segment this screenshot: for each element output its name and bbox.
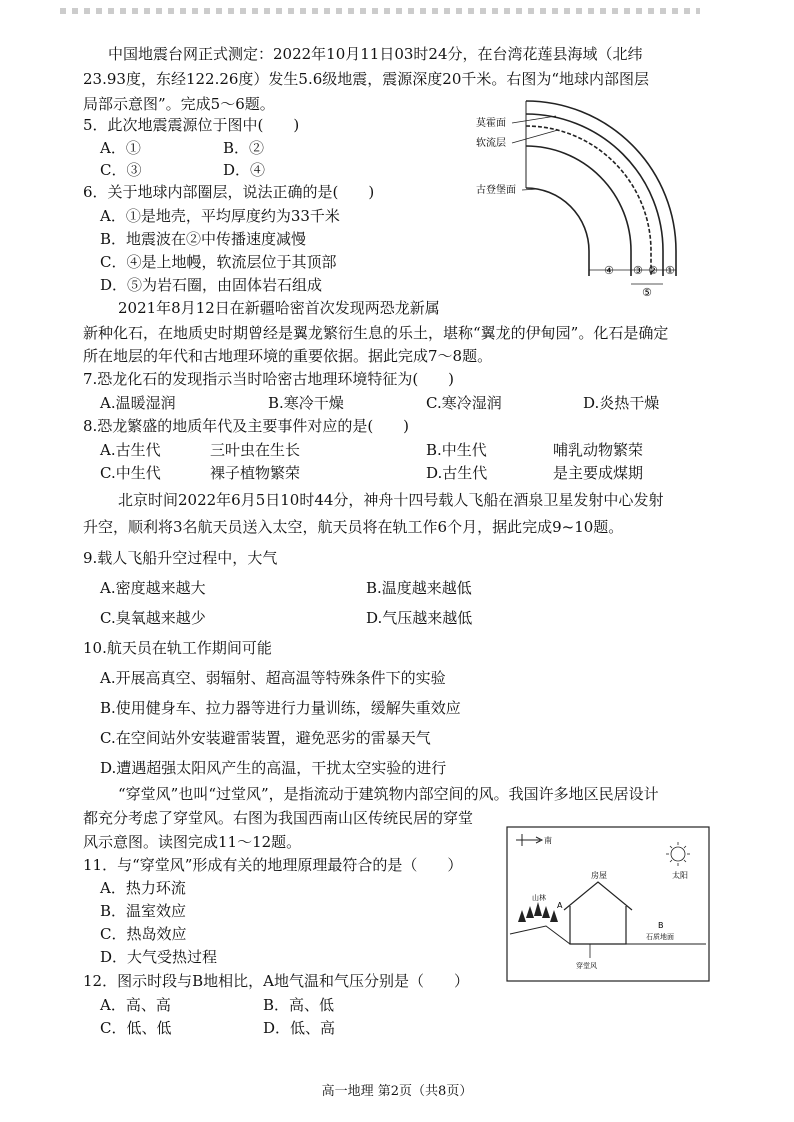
house-label: 房屋 xyxy=(591,871,607,880)
intro3-line2: 升空，顺利将3名航天员送入太空，航天员将在轨工作6个月，据此完成9~10题。 xyxy=(83,518,624,536)
q10-stem: 10.航天员在轨工作期间可能 xyxy=(83,639,272,657)
q8-option-a-event: 三叶虫在生长 xyxy=(210,441,301,459)
q5-option-b: B．② xyxy=(223,139,265,157)
q9-stem: 9.载人飞船升空过程中，大气 xyxy=(83,549,278,567)
earth-layers-diagram xyxy=(476,96,686,301)
intro4-line2: 都充分考虑了穿堂风。右图为我国西南山区传统民居的穿堂 xyxy=(83,809,474,827)
intro4-line1: “穿堂风”也叫“过堂风”，是指流动于建筑物内部空间的风。我国许多地区民居设计 xyxy=(118,785,659,803)
intro1-line2: 23.93度，东经122.26度）发生5.6级地震，震源深度20千米。右图为“地球内部图层 xyxy=(83,70,650,88)
q11-option-a: A．热力环流 xyxy=(100,879,186,897)
intro2-line3: 所在地层的年代和古地理环境的重要依据。据此完成7～8题。 xyxy=(83,347,493,365)
ground-label: 石质地面 xyxy=(646,933,674,941)
intro1-line3: 局部示意图”。完成5～6题。 xyxy=(83,95,275,113)
q8-option-b-era: B.中生代 xyxy=(426,441,487,459)
intro2-line1: 2021年8月12日在新疆哈密首次发现两恐龙新属 xyxy=(118,299,440,317)
q8-option-d-era: D.古生代 xyxy=(426,464,488,482)
q6-option-c: C．④是上地幔，软流层位于其顶部 xyxy=(100,253,337,271)
q5-option-d: D．④ xyxy=(223,161,266,179)
q5-option-a: A．① xyxy=(100,139,141,157)
scan-top-edge xyxy=(60,8,700,14)
wind-label: 穿堂风 xyxy=(576,962,597,970)
q7-option-a: A.温暖湿润 xyxy=(100,394,176,412)
q10-option-c: C.在空间站外安装避雷装置，避免恶劣的雷暴天气 xyxy=(100,729,431,747)
cross-ventilation-diagram xyxy=(506,826,710,982)
layer-arc-outer xyxy=(526,101,676,276)
q7-option-c: C.寒冷湿润 xyxy=(426,394,502,412)
sun-icon xyxy=(666,842,690,866)
layer-num-4: ④ xyxy=(604,264,614,277)
q11-stem: 11．与“穿堂风”形成有关的地理原理最符合的是（ ） xyxy=(83,856,463,874)
gutenberg-label: 古登堡面 xyxy=(476,185,516,196)
layer-arc-mantle xyxy=(526,146,631,276)
q11-option-b: B．温室效应 xyxy=(100,902,187,920)
layer-num-5: ⑤ xyxy=(642,286,652,299)
point-b-label: B xyxy=(658,921,664,930)
q12-option-d: D．低、高 xyxy=(263,1019,336,1037)
layer-arc-gutenberg xyxy=(526,188,589,276)
q11-option-c: C．热岛效应 xyxy=(100,925,187,943)
q8-option-b-event: 哺乳动物繁荣 xyxy=(553,441,644,459)
forest-label: 山林 xyxy=(532,894,546,902)
page-footer: 高一地理 第2页（共8页） xyxy=(321,1084,473,1099)
q6-option-a: A．①是地壳，平均厚度约为33千米 xyxy=(100,207,340,225)
point-a-label: A xyxy=(557,901,563,910)
q8-option-d-event: 是主要成煤期 xyxy=(553,464,644,482)
q6-option-d: D．⑤为岩石圈，由固体岩石组成 xyxy=(100,276,323,294)
q12-option-b: B．高、低 xyxy=(263,996,335,1014)
q10-option-d: D.遭遇超强太阳风产生的高温，干扰太空实验的进行 xyxy=(100,759,447,777)
moho-label: 莫霍面 xyxy=(476,118,506,129)
q5-stem: 5．此次地震震源位于图中( ) xyxy=(83,116,300,134)
q10-option-a: A.开展高真空、弱辐射、超高温等特殊条件下的实验 xyxy=(100,669,446,687)
q9-option-a: A.密度越来越大 xyxy=(100,579,206,597)
intro3-line1: 北京时间2022年6月5日10时44分，神舟十四号载人飞船在酒泉卫星发射中心发射 xyxy=(118,491,664,509)
q9-option-d: D.气压越来越低 xyxy=(366,609,473,627)
q7-option-d: D.炎热干燥 xyxy=(583,394,660,412)
q6-stem: 6．关于地球内部圈层，说法正确的是( ) xyxy=(83,183,375,201)
q5-option-c: C．③ xyxy=(100,161,142,179)
layer-num-1: ① xyxy=(665,264,675,277)
q7-option-b: B.寒冷干燥 xyxy=(268,394,344,412)
q10-option-b: B.使用健身车、拉力器等进行力量训练，缓解失重效应 xyxy=(100,699,461,717)
q8-option-c-event: 裸子植物繁荣 xyxy=(210,464,301,482)
intro1-line1: 中国地震台网正式测定：2022年10月11日03时24分，在台湾花莲县海域（北纬 xyxy=(108,45,643,63)
q12-stem: 12．图示时段与B地相比，A地气温和气压分别是（ ） xyxy=(83,972,469,990)
q9-option-c: C.臭氧越来越少 xyxy=(100,609,206,627)
intro2-line2: 新种化石，在地质史时期曾经是翼龙繁衍生息的乐土，堪称“翼龙的伊甸园”。化石是确定 xyxy=(83,324,669,342)
q6-option-b: B．地震波在②中传播速度减慢 xyxy=(100,230,307,248)
q8-stem: 8.恐龙繁盛的地质年代及主要事件对应的是( ) xyxy=(83,417,410,435)
intro4-line3: 风示意图。读图完成11～12题。 xyxy=(83,833,302,851)
q12-option-a: A．高、高 xyxy=(100,996,171,1014)
q8-option-a-era: A.古生代 xyxy=(100,441,161,459)
asthenosphere-label: 软流层 xyxy=(476,138,506,149)
q8-option-c-era: C.中生代 xyxy=(100,464,161,482)
q7-stem: 7.恐龙化石的发现指示当时哈密古地理环境特征为( ) xyxy=(83,370,455,388)
layer-num-2: ② xyxy=(648,264,658,277)
q9-option-b: B.温度越来越低 xyxy=(366,579,472,597)
layer-num-3: ③ xyxy=(633,264,643,277)
sun-label: 太阳 xyxy=(672,871,688,880)
q11-option-d: D．大气受热过程 xyxy=(100,948,218,966)
north-arrow-label: 南 xyxy=(544,836,552,845)
house-icon xyxy=(564,882,632,944)
forest-icon xyxy=(518,902,558,922)
layer-arc-moho xyxy=(526,114,663,276)
q12-option-c: C．低、低 xyxy=(100,1019,172,1037)
